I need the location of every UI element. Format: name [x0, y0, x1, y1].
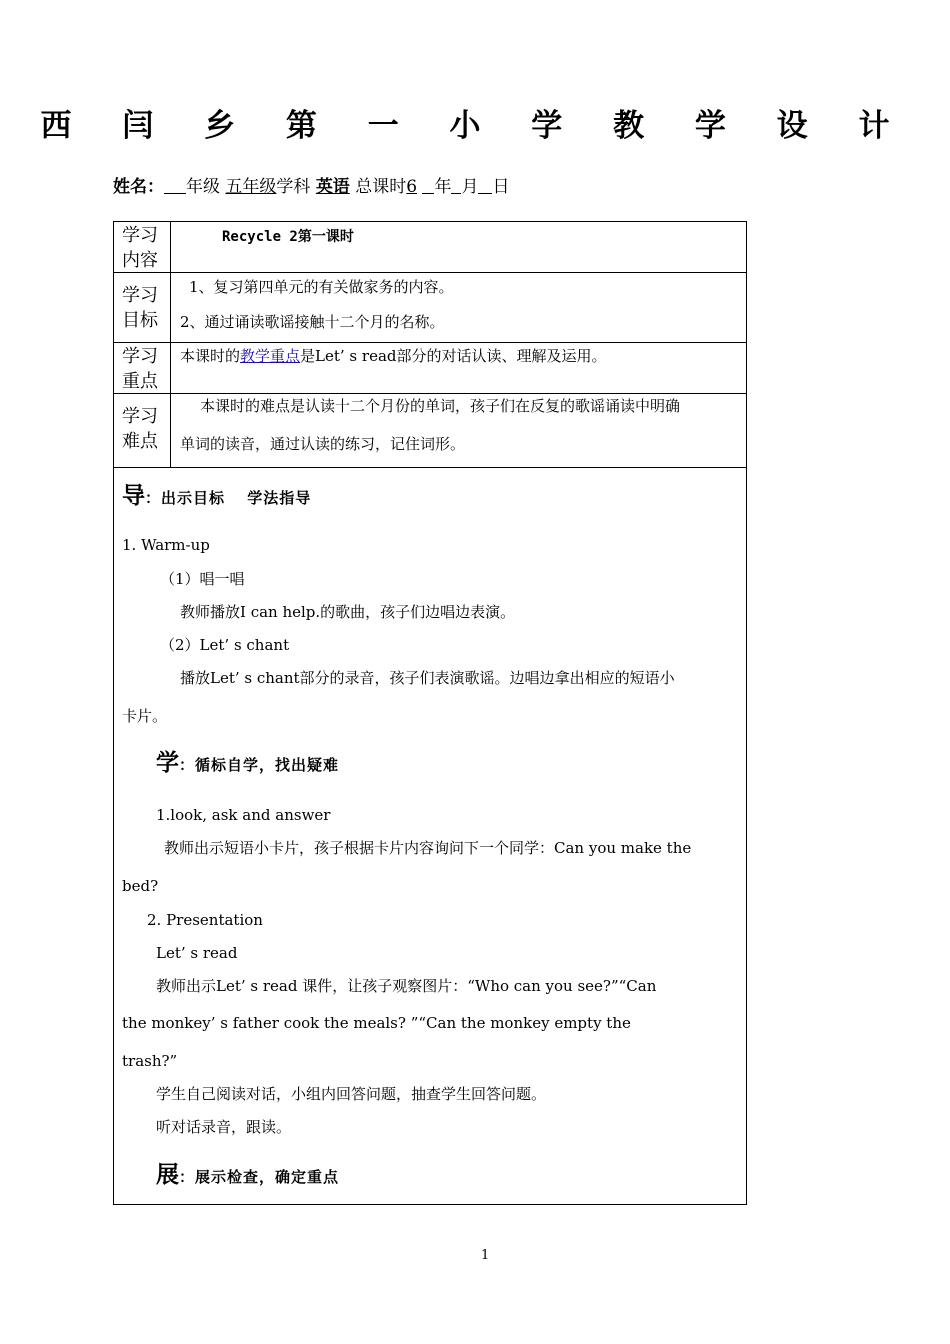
- section-guide-char: 导: [122, 483, 145, 509]
- row-label-line: 学习: [122, 346, 158, 367]
- section-study-heading: [156, 744, 339, 777]
- table-row-key-points: [114, 343, 746, 394]
- row-content-line: 1、复习第四单元的有关做家务的内容。: [189, 278, 454, 296]
- section-show-text: ：展示检查，确定重点: [179, 1168, 340, 1186]
- para-read-dialogue: 学生自己阅读对话，小组内回答问题，抽查学生回答问题。: [156, 1085, 547, 1103]
- row-label-line: 重点: [122, 371, 158, 392]
- month-label: 月: [461, 177, 479, 197]
- section-guide-heading: [122, 477, 311, 510]
- para-lets-read: Let’ s read: [156, 944, 238, 962]
- row-label: [114, 222, 171, 272]
- section-guide-text: ：出示目标 学法指导: [145, 489, 312, 507]
- row-content-prefix: 本课时的: [180, 347, 241, 365]
- name-label: 姓名：: [113, 177, 164, 197]
- year-label: 年: [434, 177, 452, 197]
- table-row-goals: [114, 273, 746, 343]
- hours-value: 6: [406, 177, 418, 197]
- year-blank: [422, 177, 434, 194]
- row-content: [180, 346, 738, 366]
- table-row-difficulties: [114, 394, 746, 468]
- row-content: Recycle 2第一课时: [222, 229, 354, 245]
- day-blank: [478, 177, 492, 194]
- section-study-char: 学: [156, 750, 179, 776]
- hours-label: 总课时: [355, 177, 407, 197]
- row-label-line: 目标: [122, 310, 158, 331]
- para-chant-detail-cont: 卡片。: [122, 707, 168, 725]
- row-content-suffix: 是Let’ s read部分的对话认读、理解及运用。: [300, 347, 607, 365]
- row-label-line: 内容: [122, 250, 158, 271]
- para-sing: （1）唱一唱: [160, 570, 245, 588]
- grade-suffix: 年级: [186, 177, 220, 197]
- para-look-ask-detail-cont: bed?: [122, 877, 159, 895]
- info-line: [113, 172, 509, 197]
- page-number: 1: [481, 1248, 490, 1263]
- para-chant: （2）Let’ s chant: [160, 636, 290, 654]
- row-content-line: 2、通过诵读歌谣接触十二个月的名称。: [180, 313, 445, 331]
- row-label-line: 学习: [122, 285, 158, 306]
- grade-value: 五年级: [225, 177, 277, 197]
- row-label-line: 学习: [122, 225, 158, 246]
- row-content-line: 单词的读音，通过认读的练习，记住词形。: [180, 435, 466, 453]
- para-sing-detail: 教师播放I can help.的歌曲，孩子们边唱边表演。: [180, 603, 516, 621]
- row-label-line: 难点: [122, 431, 158, 452]
- month-blank: [451, 177, 461, 194]
- para-lets-read-detail-end: trash?”: [122, 1052, 178, 1070]
- subject-value: 英语: [315, 177, 350, 197]
- table-row-content: [114, 222, 746, 273]
- row-content-line: 本课时的难点是认读十二个月份的单词，孩子们在反复的歌谣诵读中明确: [200, 397, 681, 415]
- para-warmup: 1. Warm-up: [122, 536, 210, 554]
- key-point-link[interactable]: 教学重点: [240, 347, 301, 365]
- para-look-ask: 1.look, ask and answer: [156, 806, 331, 824]
- page-title: 西 闫 乡 第 一 小 学 教 学 设 计: [40, 108, 910, 144]
- row-label: [114, 394, 171, 467]
- section-show-heading: [156, 1156, 339, 1189]
- row-label: [114, 273, 171, 342]
- para-lets-read-detail: 教师出示Let’ s read 课件，让孩子观察图片：“Who can you see?”“Can: [156, 977, 657, 995]
- name-blank: [164, 177, 186, 194]
- subject-label: 学科: [276, 177, 311, 197]
- section-study-text: ：循标自学，找出疑难: [179, 756, 340, 774]
- para-look-ask-detail: 教师出示短语小卡片，孩子根据卡片内容询问下一个同学：Can you make the: [164, 839, 692, 857]
- para-chant-detail: 播放Let’ s chant部分的录音，孩子们表演歌谣。边唱边拿出相应的短语小: [180, 669, 675, 687]
- section-show-char: 展: [156, 1162, 179, 1188]
- para-listen: 听对话录音，跟读。: [156, 1118, 292, 1136]
- para-lets-read-detail-cont: the monkey’ s father cook the meals? ”“Can the monkey empty the: [122, 1014, 631, 1032]
- row-label-line: 学习: [122, 406, 158, 427]
- row-label: [114, 343, 171, 393]
- para-presentation: 2. Presentation: [147, 911, 263, 929]
- lesson-table: [113, 221, 747, 1205]
- day-label: 日: [492, 177, 510, 197]
